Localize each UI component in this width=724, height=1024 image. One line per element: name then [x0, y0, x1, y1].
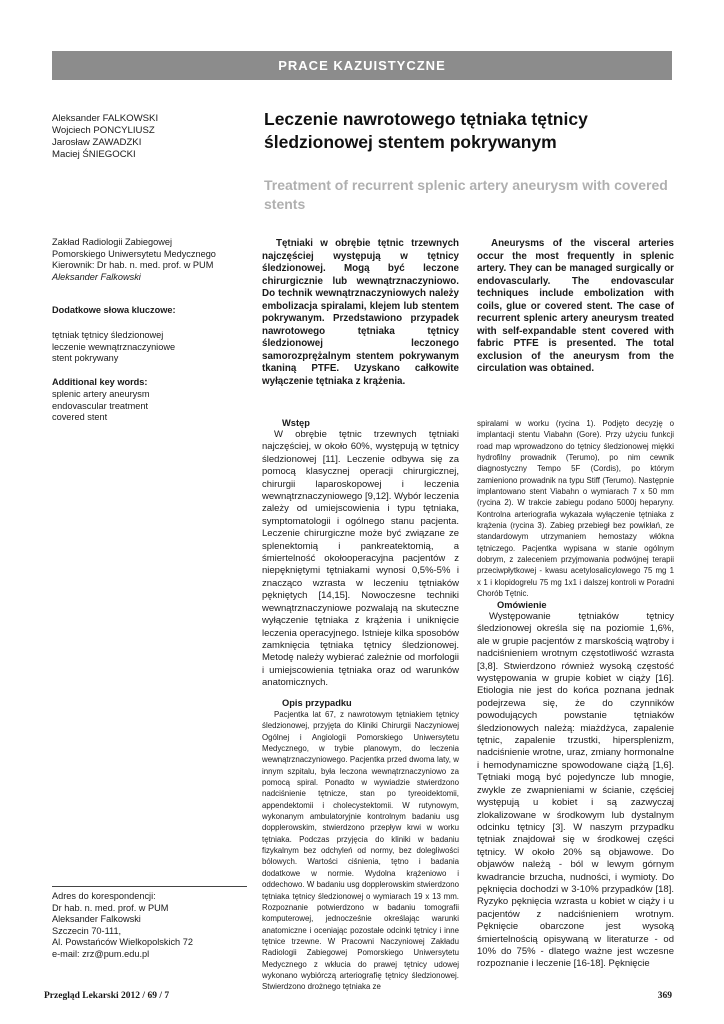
- author: Wojciech PONCYLIUSZ: [52, 125, 155, 136]
- keyword: covered stent: [52, 412, 108, 423]
- journal-footer: Przegląd Lekarski 2012 / 69 / 7: [44, 991, 170, 1001]
- case-continued-paragraph: spiralami w worku (rycina 1). Podjęto decyzję o implantacji stentu Viabahn (Gore). Przy użyciu funkcji road map wprowadzono do tętnicy śledzionowej miękki hydrofilny prowadnik (Terumo), po nim cewnik diagnostyczny Tempo 5F (Cordis), po którym zamieniono prowadnik na typu Stiff (Terumo). Następnie implantowano stent Viabahn o wymiarach 7 x 50 mm (rycina 2). W trakcie zabiegu podano 5000j heparyny. Kontrolna arteriografia wykazała wyłączenie tętniaka z krążenia (rycina 3). Zabieg przebiegł bez powikłań, ze standardowym utrzymaniem hemostazy włókna tętniczego. Pacjentka wypisana w stanie ogólnym dobrym, z zaleceniem przyjmowania podwójnej terapii przeciwpłytkowej - kwasu acetylosalicylowego 75 mg 1 x 1 i klopidogrelu 75 mg 1x1 i dalszej kontroli w Poradni Chorób Tętnic.: [477, 419, 674, 599]
- keywords-pl: [52, 330, 247, 365]
- affiliation-line: Kierownik: Dr hab. n. med. prof. w PUM: [52, 260, 214, 271]
- section-banner-label: PRACE KAZUISTYCZNE: [278, 58, 446, 73]
- page-number: 369: [657, 991, 672, 1001]
- article-title-pl: Leczenie nawrotowego tętniaka tętnicy śledzionowej stentem pokrywanym: [264, 109, 588, 152]
- keywords-en-heading: Additional key words:: [52, 377, 148, 387]
- correspondence-divider: [52, 886, 247, 887]
- keyword: stent pokrywany: [52, 353, 119, 364]
- discussion-heading: Omówienie: [497, 600, 547, 610]
- case-paragraph: Pacjentka lat 67, z nawrotowym tętniakiem tętnicy śledzionowej, przyjęta do Kliniki Chirurgii Naczyniowej Ogólnej i Angiologii Pomorskiego Uniwersytetu Medycznego, w trybie planowym, do leczenia wewnątrznaczyniowego. Pacjentka przed dwoma laty, w innym szpitalu, była leczona wewnątrznaczyniowo za pomocą spiral. Ponadto w wywiadzie stwierdzono nadciśnienie tętnicze, stan po tyreoidektomii, appendektomii i cholecystektomii. W rutynowym, wykonanym ambulatoryjnie kontrolnym badaniu usg dopplerowskim, stwierdzono przepływ krwi w worku tętniaka. Podczas przyjęcia do kliniki w badaniu fizykalnym bez odchyleń od normy, bez dolegliwości bólowych. Wartości ciśnienia, tętno i badania dodatkowe w normie. Wydolna krążeniowo i oddechowo. W badaniu usg dopplerowskim stwierdzono tętniaka tętnicy śledzionowej o wymiarach 19 x 13 mm. Rozpoznanie potwierdzono w badaniu tomografii komputerowej, jednocześnie określając warunki anatomiczne i oceniając pozostałe odcinki tętnicy i inne tętnice trzewne. W Pracowni Naczyniowej Zakładu Radiologii Zabiegowej Pomorskiego Uniwersytetu Medycznego z wkłucia do prawej tętnicy udowej wykonano wybiórczą arteriografię tętnicy śledzionowej. Stwierdzono drożnego tętniaka ze: [262, 710, 459, 992]
- correspondence-line: Al. Powstańców Wielkopolskich 72: [52, 937, 193, 948]
- case-section: [262, 698, 459, 993]
- case-continued: [477, 418, 674, 600]
- affiliation-head-name: Aleksander Falkowski: [52, 271, 141, 282]
- section-banner: [52, 51, 672, 80]
- keyword: endovascular treatment: [52, 400, 149, 411]
- correspondence-line: Aleksander Falkowski: [52, 914, 141, 925]
- affiliation: [52, 237, 247, 283]
- author: Maciej ŚNIEGOCKI: [52, 149, 136, 160]
- keywords-en: [52, 389, 247, 424]
- keyword: splenic artery aneurysm: [52, 389, 150, 399]
- article-title-en: Treatment of recurrent splenic artery aneurysm with covered stents: [264, 177, 668, 212]
- keyword: leczenie wewnątrznaczyniowe: [52, 341, 176, 352]
- author: Jarosław ZAWADZKI: [52, 137, 142, 148]
- author: Aleksander FALKOWSKI: [52, 113, 159, 124]
- correspondence-line: Adres do korespondencji:: [52, 891, 156, 901]
- discussion-paragraph: Występowanie tętniaków tętnicy śledzionowej określa się na poziomie 1,6%, ale w grupie pacjentów z marskością wątroby i nadciśnieniem wrotnym częstotliwość wzrasta [3,8]. Stwierdzono również wysoką częstość występowania w grupie kobiet w ciąży [16]. Etiologia nie jest do końca poznana jednak podejrzewa się, że do czynników powodujących powstanie tętniaków śledzionowych należą: miażdżyca, zapalenie tętnic, zapalenie trzustki, hipersplenizm, nadciśnienie wrotne, uraz, zmiany hormonalne i hemodynamiczne spowodowane ciążą [1,6]. Tętniaki mogą być pojedyncze lub mnogie, zwykle ze zwapnieniami w ścianie, częściej występują u kobiet i są zazwyczaj zlokalizowane w środkowym lub dystalnym odcinku tętnicy [3]. W naszym przypadku tętniak znajdował się w środkowej części tętnicy. W około 20% są objawowe. Do objawów należą - ból w lewym górnym kwadrancie brzucha, nudności, i wymioty. Do pęknięcia dochodzi w 3-10% przypadków [18]. Ryzyko pęknięcia wzrasta u kobiet w ciąży i u pacjentów z nadciśnieniem wrotnym. Pęknięcie obarczone jest wysoką śmiertelnością opisywaną w literaturze - od 10% do 75% - dlatego ważne jest wczesne rozpoznanie i leczenie [16-18]. Pęknięcie: [477, 611, 674, 970]
- correspondence-email: e-mail: zrz@pum.edu.pl: [52, 948, 150, 959]
- affiliation-line: Zakład Radiologii Zabiegowej: [52, 237, 173, 247]
- abstract-en: Aneurysms of the visceral arteries occur the most frequently in splenic artery. They can be managed surgically or endovascularly. The endovascular techniques include embolization with coils, glue or covered stent. The case of recurrent splenic artery aneurysm treated with self-expandable stent covered with fabric PTFE is presented. The total exclusion of the aneurysm from the circulation was obtained.: [477, 238, 674, 374]
- correspondence: [52, 891, 247, 961]
- correspondence-line: Szczecin 70-111,: [52, 925, 122, 936]
- case-heading: Opis przypadku: [282, 698, 352, 708]
- intro-paragraph: W obrębie tętnic trzewnych tętniaki najczęściej, w około 60%, występują w tętnicy śledzionowej [11]. Leczenie odbywa się za pomocą klasycznej operacji chirurgicznej, chirurgii laparoskopowej i leczenia wewnątrznaczyniowego [9,12]. Wybór leczenia zależy od umiejscowienia i typu tętniaka, symptomatologii i ogólnego stanu pacjenta. Leczenie chirurgiczne może być związane ze splenektomią i pankreatektomią, a śmiertelność okołooperacyjna pacjentów z niepękniętymi tętniakami wynosi 0,5%-5% i znacząco wzrasta w leczeniu tętniaków pękniętych [14,15]. Nowoczesne techniki wewnątrznaczyniowe pozwalają na skuteczne wyłączenie tętniaka z krążenia i uniknięcie leczenia operacyjnego. Istnieje kilka sposobów zamknięcia tętniaka tętnicy śledzionowej. Metodę należy wybierać zależnie od morfologii i umiejscowienia tętniaka oraz od warunków anatomicznych.: [262, 429, 459, 689]
- intro-section: [262, 418, 459, 690]
- abstract-pl: Tętniaki w obrębie tętnic trzewnych najczęściej występują w tętnicy śledzionowej. Mogą być leczone chirurgicznie lub wewnątrznaczyniowo. Do technik wewnątrznaczyniowych należy embolizacja spiralami, klejem lub stentem pokrywanym. Przedstawiono przypadek nawrotowego tętniaka tętnicy śledzionowej leczonego samorozprężalnym stentem pokrywanym tkaniną PTFE. Uzyskano całkowite wyłączenie tętniaka z krążenia.: [262, 238, 459, 387]
- keywords-pl-heading: Dodatkowe słowa kluczowe:: [52, 305, 176, 315]
- discussion-section: [477, 600, 674, 971]
- intro-heading: Wstęp: [282, 418, 310, 428]
- author-list: [52, 113, 158, 161]
- keyword: tętniak tętnicy śledzionowej: [52, 330, 164, 340]
- affiliation-line: Pomorskiego Uniwersytetu Medycznego: [52, 248, 216, 259]
- correspondence-line: Dr hab. n. med. prof. w PUM: [52, 902, 169, 913]
